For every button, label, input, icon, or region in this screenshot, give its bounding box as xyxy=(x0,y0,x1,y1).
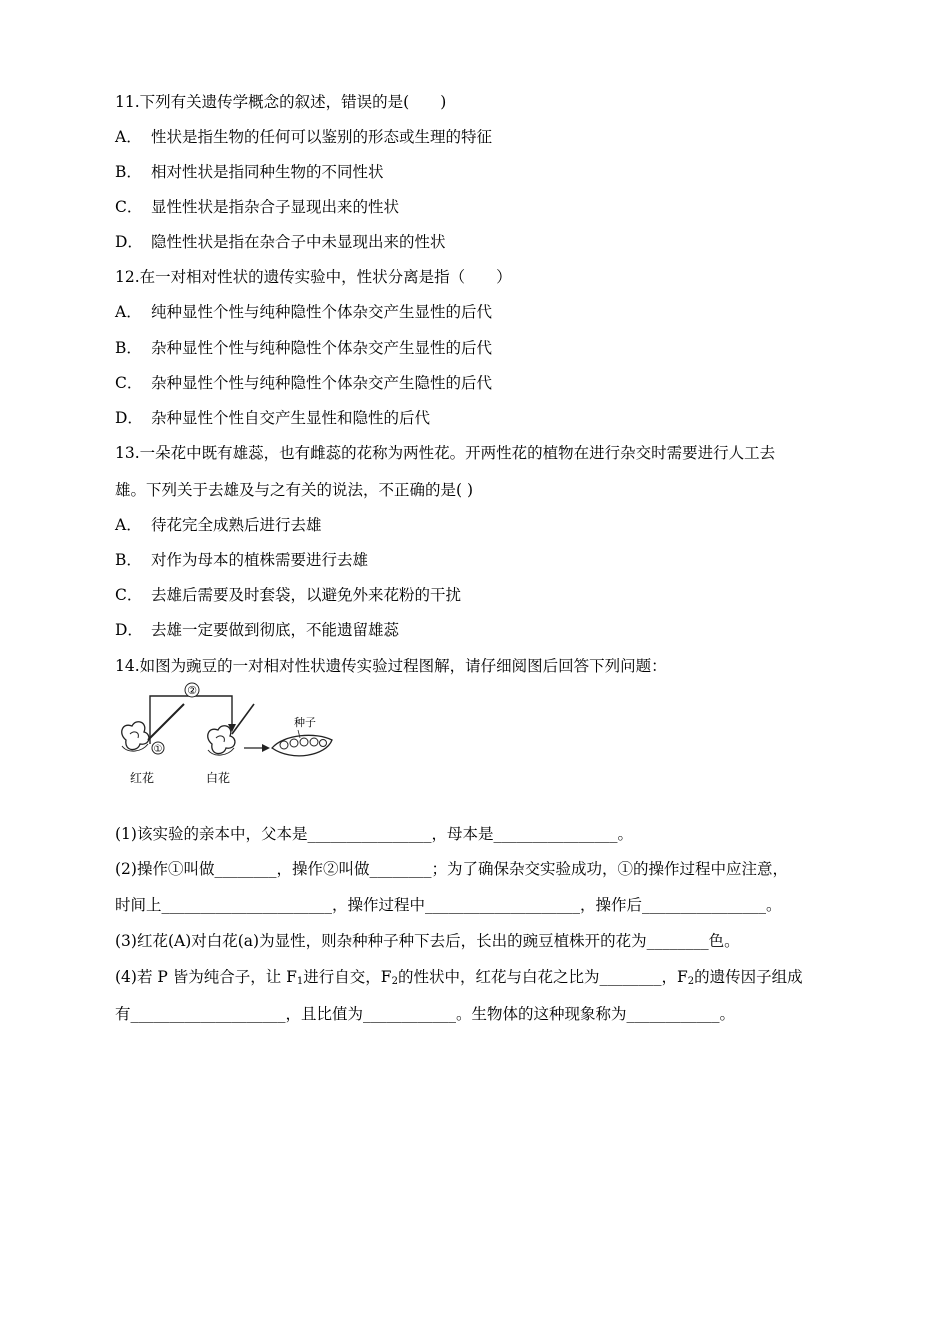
option-letter: D． xyxy=(115,233,143,251)
q12-option-a xyxy=(115,300,492,322)
q13-option-a xyxy=(115,513,322,535)
operation-1-label: ① xyxy=(153,744,163,755)
q12-option-b xyxy=(115,336,492,358)
result-arrowhead xyxy=(262,744,270,752)
q11-option-c xyxy=(115,195,399,217)
q12-option-d xyxy=(115,406,430,428)
q13-stem-line2: 雄。下列关于去雄及与之有关的说法，不正确的是( ) xyxy=(115,481,474,499)
option-letter: A． xyxy=(115,128,142,146)
subscript-3: 2 xyxy=(687,976,695,987)
q14-part4-text-c: 的性状中，红花与白花之比为________，F xyxy=(397,968,688,986)
q14-part4-line2: 有____________________，且比值为____________。生物体的这种现象称为____________。 xyxy=(115,1005,736,1023)
q13-option-c xyxy=(115,583,461,605)
subscript-2: 2 xyxy=(391,976,398,987)
option-letter: B． xyxy=(115,163,142,181)
seed-label: 种子 xyxy=(294,716,316,729)
option-letter: C． xyxy=(115,374,143,392)
q11-option-b xyxy=(115,160,384,182)
option-letter: C． xyxy=(115,586,143,604)
option-text: 杂种显性个性与纯种隐性个体杂交产生隐性的后代 xyxy=(151,374,493,392)
q11-option-d xyxy=(115,230,446,252)
q13-stem-line1: 13.一朵花中既有雄蕊，也有雌蕊的花称为两性花。开两性花的植物在进行杂交时需要进行人工去 xyxy=(115,444,776,462)
q13-option-d xyxy=(115,618,399,640)
q14-part3: (3)红花(A)对白花(a)为显性，则杂种种子种下去后，长出的豌豆植株开的花为________色。 xyxy=(115,932,740,950)
pea-pod-icon xyxy=(272,730,332,756)
q14-part4-text-a: (4)若 P 皆为纯合子，让 F xyxy=(115,968,297,986)
subscript-1: 1 xyxy=(296,976,304,987)
q14-part4-text-b: 进行自交，F xyxy=(303,968,392,986)
option-letter: A． xyxy=(115,303,142,321)
option-text: 杂种显性个性自交产生显性和隐性的后代 xyxy=(151,409,431,427)
q13-option-b xyxy=(115,548,368,570)
option-letter: D． xyxy=(115,621,143,639)
option-text: 相对性状是指同种生物的不同性状 xyxy=(151,163,384,181)
option-letter: D． xyxy=(115,409,143,427)
option-text: 显性性状是指杂合子显现出来的性状 xyxy=(151,198,400,216)
q14-part2-line2: 时间上______________________，操作过程中____________________，操作后________________。 xyxy=(115,896,782,914)
option-text: 去雄后需要及时套袋，以避免外来花粉的干扰 xyxy=(151,586,462,604)
option-letter: B． xyxy=(115,339,142,357)
q11-option-a xyxy=(115,125,492,147)
operation-2-label: ② xyxy=(187,684,197,697)
q14-stem: 14.如图为豌豆的一对相对性状遗传实验过程图解，请仔细阅图后回答下列问题： xyxy=(115,657,667,675)
pea-cross-diagram xyxy=(112,682,342,790)
option-text: 对作为母本的植株需要进行去雄 xyxy=(151,551,369,569)
option-text: 性状是指生物的任何可以鉴别的形态或生理的特征 xyxy=(151,128,493,146)
option-letter: C． xyxy=(115,198,143,216)
q14-part1: (1)该实验的亲本中，父本是________________，母本是________________。 xyxy=(115,825,633,843)
option-letter: B． xyxy=(115,551,142,569)
white-flower-label: 白花 xyxy=(206,771,231,785)
q14-part4-line1 xyxy=(115,965,803,987)
q14-part2-line1: (2)操作①叫做________，操作②叫做________；为了确保杂交实验成功，①的操作过程中应注意， xyxy=(115,860,788,878)
q12-option-c xyxy=(115,371,492,393)
q11-stem: 11.下列有关遗传学概念的叙述，错误的是( ) xyxy=(115,93,447,111)
option-text: 隐性性状是指在杂合子中未显现出来的性状 xyxy=(151,233,446,251)
option-letter: A． xyxy=(115,516,142,534)
q14-part4-text-d: 的遗传因子组成 xyxy=(694,968,803,986)
q12-stem: 12.在一对相对性状的遗传实验中，性状分离是指（ ） xyxy=(115,268,512,286)
option-text: 待花完全成熟后进行去雄 xyxy=(151,516,322,534)
red-flower-label: 红花 xyxy=(130,771,155,785)
option-text: 杂种显性个性与纯种隐性个体杂交产生显性的后代 xyxy=(151,339,493,357)
option-text: 纯种显性个性与纯种隐性个体杂交产生显性的后代 xyxy=(151,303,493,321)
option-text: 去雄一定要做到彻底，不能遗留雄蕊 xyxy=(151,621,400,639)
